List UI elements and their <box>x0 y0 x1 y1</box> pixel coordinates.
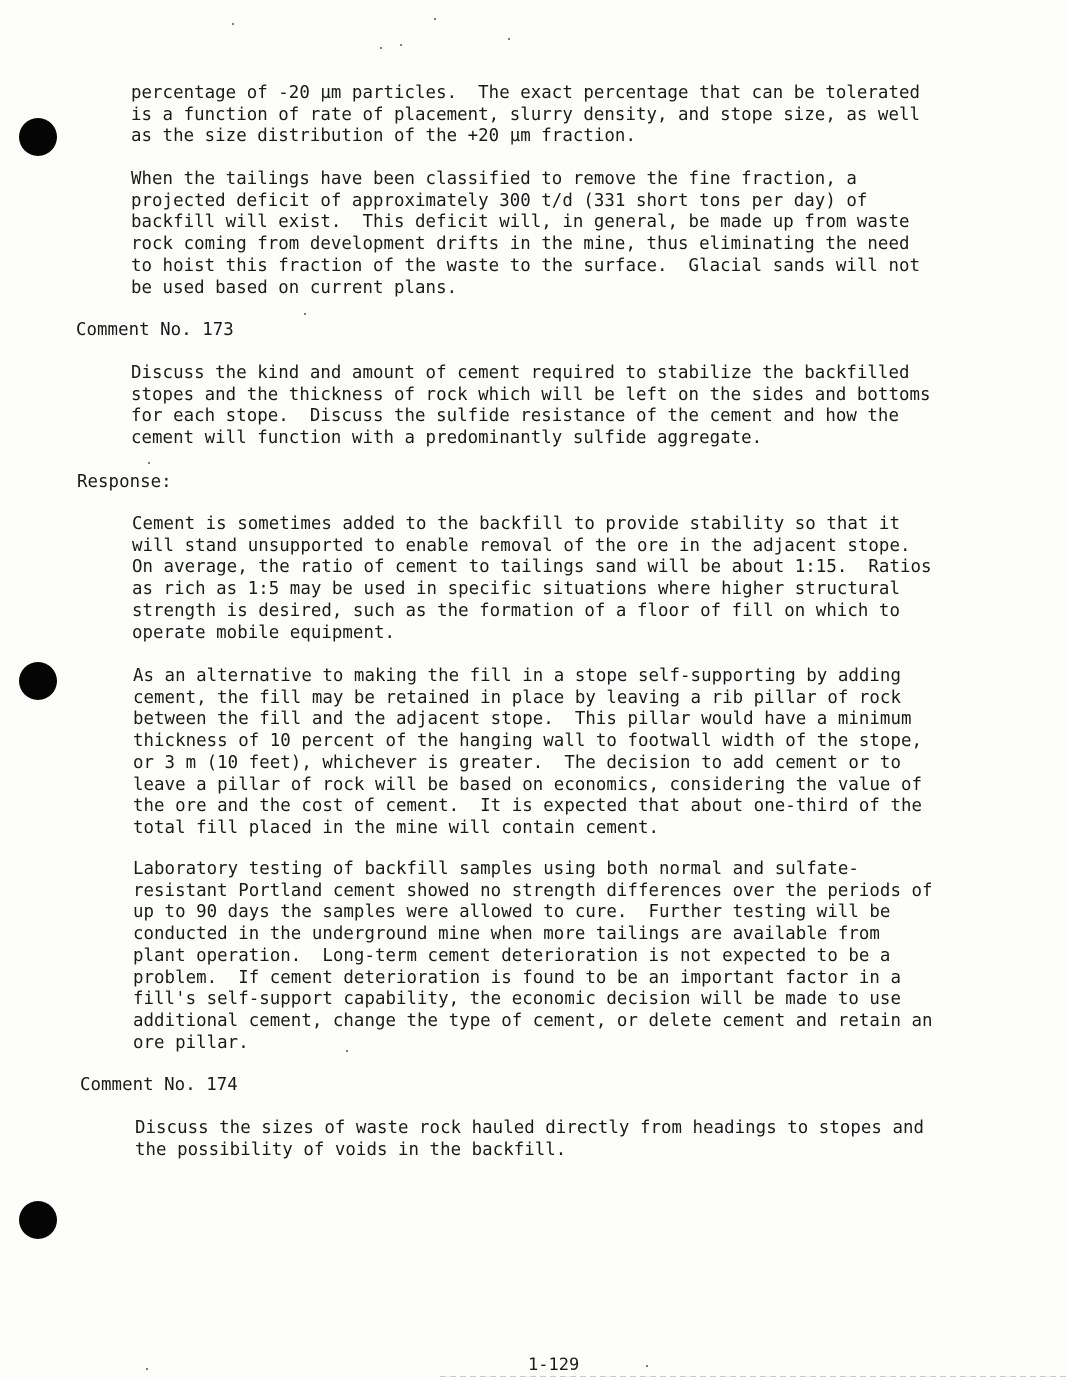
text-line: as rich as 1:5 may be used in specific situations where higher structural <box>132 579 900 600</box>
text-line: ore pillar. <box>133 1032 249 1053</box>
text-line: Comment No. 173 <box>76 320 234 340</box>
scan-speck <box>400 44 402 46</box>
scan-speck <box>148 462 150 464</box>
scan-speck <box>232 23 234 25</box>
text-line: cement will function with a predominantly sulfide aggregate. <box>131 428 763 449</box>
text-line: As an alternative to making the fill in a stope self-supporting by adding <box>133 666 901 686</box>
punch-hole-top <box>19 118 57 156</box>
punch-hole-bottom <box>19 1201 57 1239</box>
text-line: the possibility of voids in the backfill. <box>135 1139 567 1160</box>
text-line: be used based on current plans. <box>131 277 458 298</box>
text-line: up to 90 days the samples were allowed to cure. Further testing will be <box>133 902 891 923</box>
text-line: problem. If cement deterioration is found to be an important factor in a <box>133 967 901 988</box>
text-line: operate mobile equipment. <box>132 622 396 643</box>
text-line: Cement is sometimes added to the backfill to provide stability so that it <box>132 514 900 534</box>
text-line: backfill will exist. This deficit will, in general, be made up from waste <box>131 212 910 233</box>
scan-speck <box>146 1368 148 1370</box>
text-line: is a function of rate of placement, slurry density, and stope size, as well <box>131 104 921 125</box>
text-line: or 3 m (10 feet), whichever is greater. The decision to add cement or to <box>133 752 901 773</box>
text-line: Response: <box>77 472 172 492</box>
text-line: percentage of -20 µm particles. The exact percentage that can be tolerated <box>131 83 921 103</box>
scan-speck <box>508 38 510 40</box>
text-line: thickness of 10 percent of the hanging wall to footwall width of the stope, <box>133 731 923 752</box>
scan-edge-artifact <box>440 1376 1066 1377</box>
text-line: rock coming from development drifts in the mine, thus eliminating the need <box>131 234 910 255</box>
text-line: leave a pillar of rock will be based on economics, considering the value of <box>133 774 923 795</box>
text-line: to hoist this fraction of the waste to the surface. Glacial sands will not <box>131 255 921 276</box>
text-line: the ore and the cost of cement. It is expected that about one-third of the <box>133 796 923 817</box>
text-line: resistant Portland cement showed no strength differences over the periods of <box>133 880 933 901</box>
text-line: On average, the ratio of cement to tailings sand will be about 1:15. Ratios <box>132 557 932 578</box>
text-line: conducted in the underground mine when more tailings are available from <box>133 924 880 945</box>
text-line: strength is desired, such as the formation of a floor of fill on which to <box>132 600 900 621</box>
scan-speck <box>304 313 306 315</box>
text-line: fill's self-support capability, the economic decision will be made to use <box>133 989 901 1010</box>
scan-speck <box>346 1050 348 1052</box>
text-line: Comment No. 174 <box>80 1075 238 1095</box>
text-line: stopes and the thickness of rock which will be left on the sides and bottoms <box>131 384 931 405</box>
page-number: 1-129 <box>528 1355 580 1375</box>
text-line: Laboratory testing of backfill samples using both normal and sulfate- <box>133 859 859 879</box>
text-line: projected deficit of approximately 300 t/d (331 short tons per day) of <box>131 190 868 211</box>
text-line: cement, the fill may be retained in place by leaving a rib pillar of rock <box>133 687 901 708</box>
text-line: When the tailings have been classified to remove the fine fraction, a <box>131 169 857 189</box>
text-line: additional cement, change the type of cement, or delete cement and retain an <box>133 1010 933 1031</box>
scan-speck <box>434 18 436 20</box>
text-line: between the fill and the adjacent stope. This pillar would have a minimum <box>133 709 912 730</box>
text-line: plant operation. Long-term cement deterioration is not expected to be a <box>133 945 891 966</box>
scan-speck <box>646 1365 648 1367</box>
text-line: Discuss the sizes of waste rock hauled directly from headings to stopes and <box>135 1118 925 1138</box>
text-line: will stand unsupported to enable removal of the ore in the adjacent stope. <box>132 535 911 556</box>
text-line: for each stope. Discuss the sulfide resistance of the cement and how the <box>131 406 899 427</box>
text-line: total fill placed in the mine will contain cement. <box>133 817 660 838</box>
text-line: as the size distribution of the +20 µm fraction. <box>131 126 636 147</box>
scan-speck <box>380 47 382 49</box>
text-line: Discuss the kind and amount of cement required to stabilize the backfilled <box>131 363 910 383</box>
punch-hole-middle <box>19 662 57 700</box>
